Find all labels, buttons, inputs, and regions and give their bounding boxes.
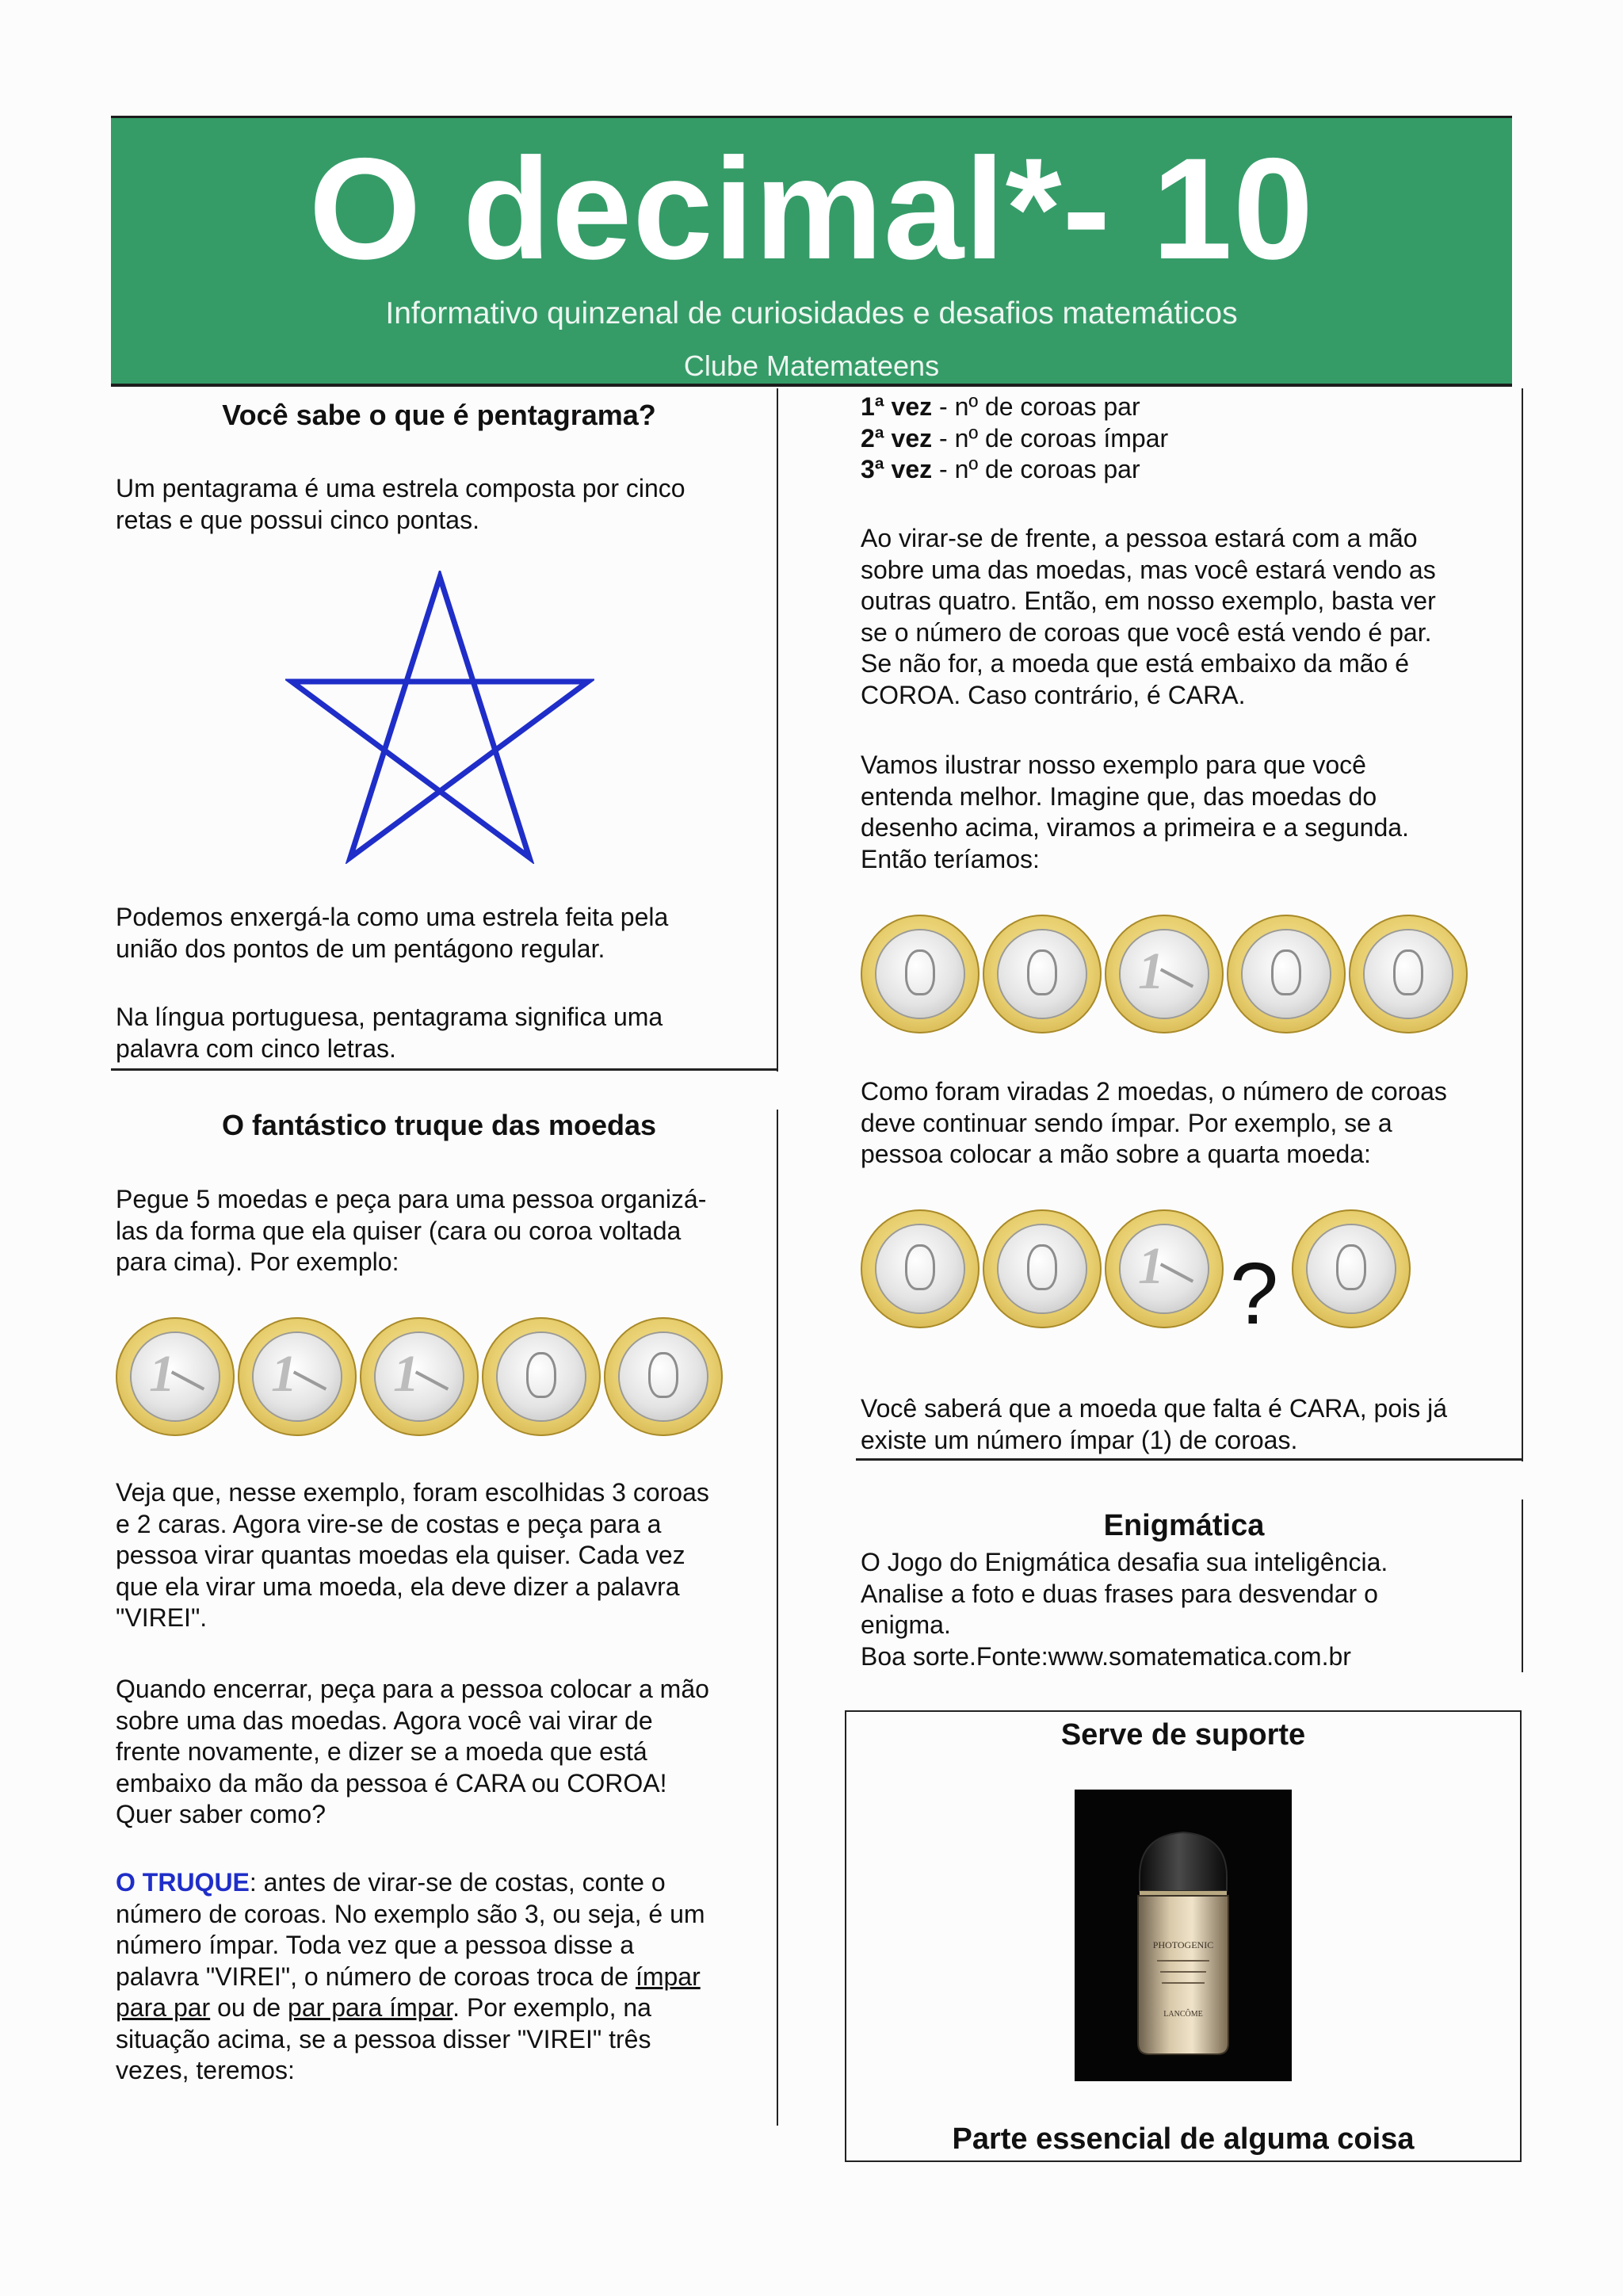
coin-coroa: 1 [360, 1317, 479, 1436]
vez-item: 3ª vez - nº de coroas par [861, 455, 1140, 483]
coin-cara [983, 915, 1102, 1033]
coin-coroa: 1 [238, 1317, 357, 1436]
pentagram-star [285, 571, 594, 864]
truque-label: O TRUQUE [116, 1868, 250, 1897]
coin-coroa: 1 [116, 1317, 235, 1436]
coin-cara [482, 1317, 601, 1436]
hidden-coin-question-mark: ? [1230, 1245, 1279, 1343]
coin-row-example [116, 1317, 734, 1444]
enigmatica-heading: Enigmática [1103, 1509, 1265, 1542]
coin-cara [983, 1209, 1102, 1328]
truque-paragraph-1: Pegue 5 moedas e peça para uma pessoa organizá- las da forma que ela quiser (cara ou coroa voltada para cima). Por exemplo: [116, 1185, 707, 1276]
newsletter-title: O decimal*- 10 [308, 128, 1315, 289]
enigmatica-text: O Jogo do Enigmática desafia sua inteligência. Analise a foto e duas frases para desvendar o enigma. Boa sorte.Fonte:www.somatematica.com.br [861, 1548, 1388, 1671]
coin-cara [861, 1209, 980, 1328]
coin-row-after-flip [861, 915, 1479, 1041]
coin-row-hidden [861, 1209, 1495, 1344]
bottle-brand-label: PHOTOGENIC [1152, 1939, 1214, 1950]
coin-cara [1349, 915, 1468, 1033]
truque-heading: O fantástico truque das moedas [221, 1109, 657, 1141]
coin-cara [604, 1317, 723, 1436]
pentagrama-paragraph-3: Na língua portuguesa, pentagrama significa uma palavra com cinco letras. [116, 1003, 663, 1063]
column-rule [777, 1110, 778, 2126]
pentagrama-heading: Você sabe o que é pentagrama? [222, 399, 656, 431]
truque-paragraph-3: Quando encerrar, peça para a pessoa colocar a mão sobre uma das moedas. Agora você vai virar de frente novamente, e dizer se a moeda que está embaixo da mão da pessoa é CARA ou COROA! Quer saber como? [116, 1675, 709, 1828]
pentagram-star-shape [292, 577, 588, 858]
pentagrama-paragraph-2: Podemos enxergá-la como uma estrela feita pela união dos pontos de um pentágono regular. [116, 903, 669, 963]
enigma-photo [1075, 1790, 1292, 2081]
masthead [111, 116, 1512, 387]
coin-cara [1227, 915, 1346, 1033]
enigma-clue-bottom: Parte essencial de alguma coisa [952, 2122, 1415, 2156]
coin-coroa: 1 [1105, 915, 1224, 1033]
column-rule [777, 388, 778, 1072]
vezes-list [861, 392, 1507, 486]
right-paragraph-3: Como foram viradas 2 moedas, o número de coroas deve continuar sendo ímpar. Por exemplo, se a pessoa colocar a mão sobre a quarta moeda: [861, 1077, 1447, 1168]
foundation-bottle-image [1075, 1790, 1292, 2081]
bottle-maker-label: LANCÔME [1163, 2010, 1203, 2019]
pentagrama-paragraph-1: Um pentagrama é uma estrela composta por cinco retas e que possui cinco pontas. [116, 474, 685, 534]
truque-paragraph-4: O TRUQUE: antes de virar-se de costas, conte o número de coroas. No exemplo são 3, ou seja, é um número ímpar. Toda vez que a pessoa disse a palavra "VIREI", o número de coroas troca de ímpar para par ou de par para ímpar. Por exemplo, na situação acima, se a pessoa disser "VIREI" três vezes, teremos: [116, 1868, 705, 2084]
column-rule [1522, 1499, 1523, 1672]
club-name: Clube Matemateens [683, 350, 940, 382]
newsletter-subtitle: Informativo quinzenal de curiosidades e desafios matemáticos [385, 296, 1238, 330]
enigma-clue-top: Serve de suporte [1060, 1718, 1306, 1752]
vez-item: 1ª vez - nº de coroas par [861, 392, 1140, 421]
coin-cara [1292, 1209, 1411, 1328]
vez-item: 2ª vez - nº de coroas ímpar [861, 423, 1169, 453]
right-paragraph-4: Você saberá que a moeda que falta é CARA, pois já existe um número ímpar (1) de coroas. [861, 1394, 1448, 1454]
truque-paragraph-2: Veja que, nesse exemplo, foram escolhidas 3 coroas e 2 caras. Agora vire-se de costas e peça para a pessoa virar quantas moedas ela quiser. Cada vez que ela virar uma moeda, ela deve dizer a palavra "VIREI". [116, 1478, 709, 1632]
section-divider [856, 1458, 1523, 1461]
column-rule [1522, 388, 1523, 1461]
right-paragraph-1: Ao virar-se de frente, a pessoa estará com a mão sobre uma das moedas, mas você estará vendo as outras quatro. Então, em nosso exemplo, basta ver se o número de coroas que você está vendo é par. Se não for, a moeda que está embaixo da mão é COROA. Caso contrário, é CARA. [861, 524, 1436, 709]
section-divider [111, 1068, 778, 1071]
coin-coroa: 1 [1105, 1209, 1224, 1328]
coin-cara [861, 915, 980, 1033]
right-paragraph-2: Vamos ilustrar nosso exemplo para que você entenda melhor. Imagine que, das moedas do desenho acima, viramos a primeira e a segunda. Então teríamos: [861, 751, 1409, 873]
